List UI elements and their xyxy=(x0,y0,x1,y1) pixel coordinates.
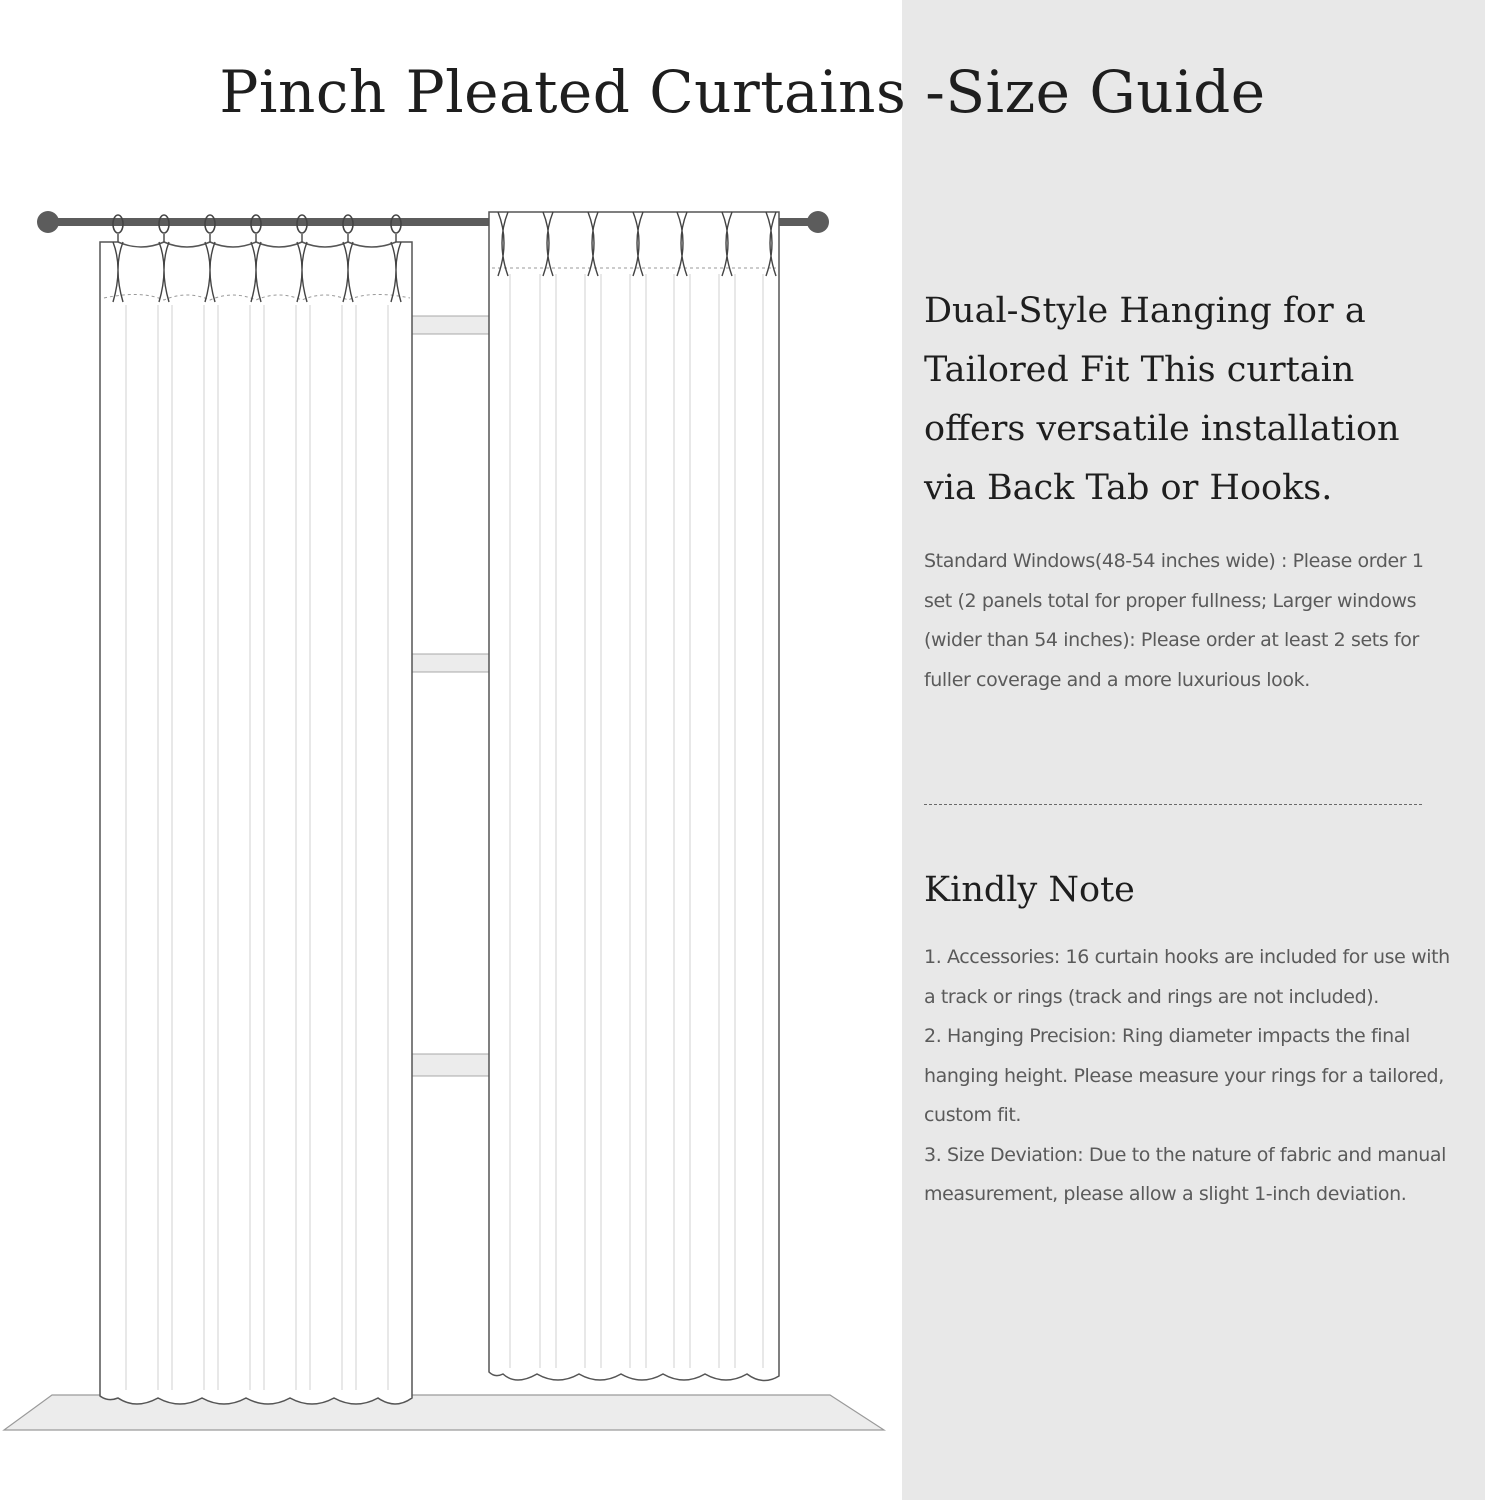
hanging-heading: Dual-Style Hanging for a Tailored Fit This curtain offers versatile installation via Back Tab or Hooks. xyxy=(924,291,1400,508)
note-item-accessories: 1. Accessories: 16 curtain hooks are included for use with a track or rings (track and rings are not included). xyxy=(924,946,1450,1008)
window-bar-top xyxy=(412,316,490,334)
note-item-hanging-precision: 2. Hanging Precision: Ring diameter impacts the final hanging height. Please measure your rings for a tailored, custom fit. xyxy=(924,1025,1444,1126)
curtain-diagram xyxy=(0,190,902,1450)
left-curtain-panel xyxy=(100,215,412,1404)
dashed-divider xyxy=(924,804,1422,805)
note-list xyxy=(924,938,1464,1215)
page-title: Pinch Pleated Curtains -Size Guide xyxy=(219,58,1266,126)
note-item-size-deviation: 3. Size Deviation: Due to the nature of fabric and manual measurement, please allow a slight 1-inch deviation. xyxy=(924,1143,1447,1205)
kindly-note-heading: Kindly Note xyxy=(924,870,1135,910)
window-bar-middle xyxy=(412,654,490,672)
right-curtain-panel xyxy=(489,212,779,1381)
window-bar-bottom xyxy=(412,1054,490,1076)
window-size-guidance: Standard Windows(48-54 inches wide) : Please order 1 set (2 panels total for proper fullness; Larger windows (wider than 54 inches): Please order at least 2 sets for fuller coverage and a more luxurious look. xyxy=(924,550,1424,691)
info-panel xyxy=(902,0,1485,1500)
